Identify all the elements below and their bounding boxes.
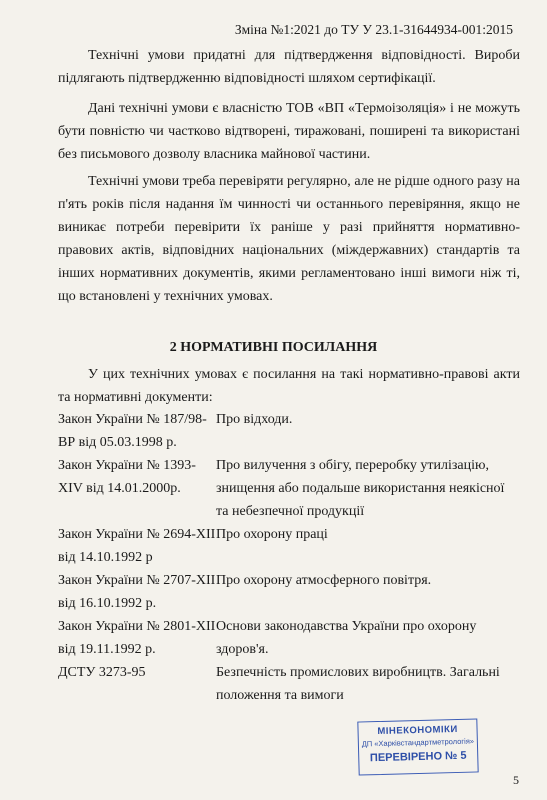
stamp-organization: ДП «Харківстандартметрологія»: [361, 736, 475, 749]
reference-title: Основи законодавства України про охорону здоров'я.: [216, 619, 477, 657]
reference-row: [58, 615, 520, 661]
references-intro: У цих технічних умовах є посилання на такі нормативно-правові акти та нормативні документи:: [58, 367, 520, 405]
reference-code: Закон України № 2801-XII від 19.11.1992 р.: [58, 619, 216, 657]
page-header: Зміна №1:2021 до ТУ У 23.1-31644934-001:2015: [234, 22, 513, 37]
reference-code: Закон України № 2694-XII від 14.10.1992 р: [58, 527, 216, 565]
stamp-verified: ПЕРЕВІРЕНО № 5: [369, 749, 467, 765]
reference-row: [58, 408, 520, 454]
verification-stamp: [357, 718, 478, 775]
reference-title: Про вилучення з обігу, переробку утилізацію, знищення або подальше використання неякісної та небезпечної продукції: [216, 458, 505, 519]
reference-code: Закон України № 187/98-ВР від 05.03.1998 р.: [58, 412, 207, 450]
reference-code: Закон України № 2707-XII від 16.10.1992 р.: [58, 573, 216, 611]
section-title: 2 НОРМАТИВНІ ПОСИЛАННЯ: [169, 340, 378, 355]
reference-title: Про відходи.: [216, 412, 293, 427]
reference-title: Безпечність промислових виробництв. Загальні положення та вимоги: [216, 665, 500, 703]
reference-title: Про охорону праці: [216, 527, 328, 542]
page-number: 5: [513, 773, 519, 787]
reference-row: [58, 523, 520, 569]
reference-title: Про охорону атмосферного повітря.: [216, 573, 432, 588]
references-list: [58, 408, 520, 707]
reference-row: [58, 661, 520, 707]
reference-row: [58, 454, 520, 523]
reference-code: Закон України № 1393-XIV від 14.01.2000р.: [58, 458, 196, 496]
reference-code: ДСТУ 3273-95: [58, 665, 146, 680]
paragraph-conformity: Технічні умови придатні для підтвердження відповідності. Вироби підлягають підтвердженню відповідності шляхом сертифікації.: [58, 48, 520, 86]
paragraph-review: Технічні умови треба перевіряти регулярно, але не рідше одного разу на п'ять років після надання їм чинності чи останнього перевіряння, якщо не виникає потреби перевірити їх раніше у разі прийняття нормативно-правових актів, відповідних національних (міждержавних) стандартів та інших нормативних документів, якими регламентовано інші вимоги ніж ті, що встановлені у технічних умовах.: [58, 174, 520, 304]
paragraph-ownership: Дані технічні умови є власністю ТОВ «ВП «Термоізоляція» і не можуть бути повністю чи частково відтворені, тиражовані, поширені та використані без письмового дозволу власника майнової частини.: [58, 101, 520, 162]
reference-row: [58, 569, 520, 615]
stamp-ministry: МІНЕКОНОМІКИ: [377, 723, 458, 738]
